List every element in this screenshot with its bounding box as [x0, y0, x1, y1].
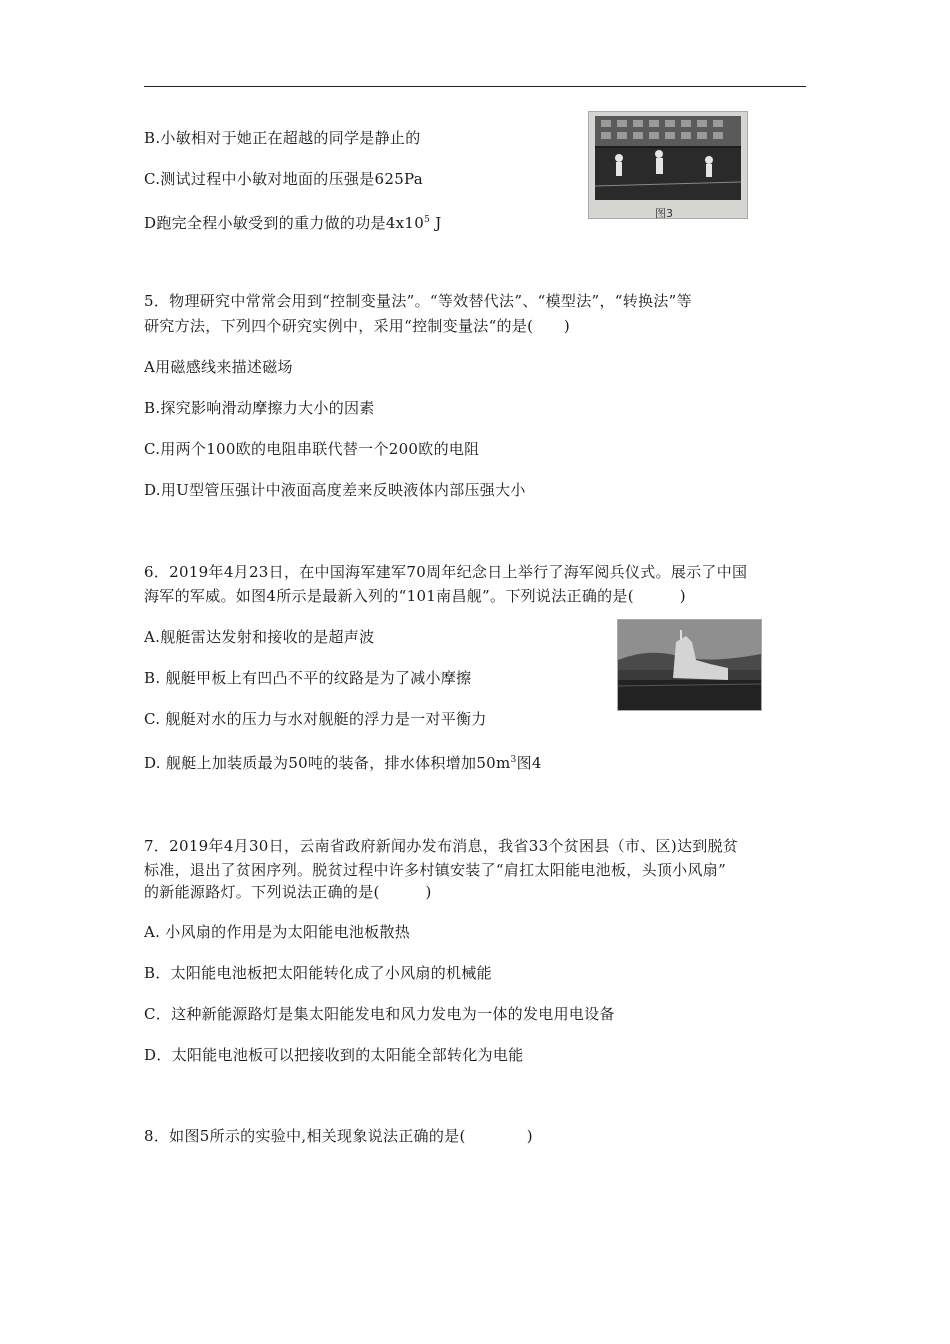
q8-stem-line-1: 8．如图5所示的实验中,相关现象说法正确的是( ) [144, 1127, 533, 1145]
q7-option-b: B．太阳能电池板把太阳能转化成了小风扇的机械能 [144, 964, 492, 982]
q7-stem-line-1: 7．2019年4月30日，云南省政府新闻办发布消息，我省33个贫困县（市、区)达到脱贫 [144, 837, 739, 855]
q7-option-c: C．这种新能源路灯是集太阳能发电和风力发电为一体的发电用电设备 [144, 1005, 615, 1023]
q7-stem-line-2: 标准，退出了贫困序列。脱贫过程中许多村镇安装了“肩扛太阳能电池板，头顶小风扇” [144, 861, 727, 879]
q6-option-b: B. 舰艇甲板上有凹凸不平的纹路是为了减小摩擦 [144, 669, 472, 687]
q7-stem-line-3: 的新能源路灯。下列说法正确的是( ) [144, 883, 432, 901]
q5-option-c: C.用两个100欧的电阻串联代替一个200欧的电阻 [144, 440, 480, 458]
figure-3-caption: 图3 [655, 207, 673, 220]
q4-option-b: B.小敏相对于她正在超越的同学是静止的 [144, 129, 421, 147]
q7-option-d: D．太阳能电池板可以把接收到的太阳能全部转化为电能 [144, 1046, 524, 1064]
figure-3-image [588, 111, 748, 219]
q5-option-a: A用磁感线来描述磁场 [144, 358, 293, 376]
q6-option-d: D. 舰艇上加装质最为50吨的装备，排水体积增加$50m^3$图4 [144, 754, 542, 772]
q6-stem-line-2: 海军的军威。如图4所示是最新入列的“101南昌舰”。下列说法正确的是( ) [144, 587, 686, 605]
q6-option-a: A.舰艇雷达发射和接收的是超声波 [144, 628, 375, 646]
q5-option-d: D.用U型管压强计中液面高度差来反映液体内部压强大小 [144, 481, 526, 499]
q5-stem-line-2: 研究方法，下列四个研究实例中，采用“控制变量法“的是( ) [144, 317, 571, 335]
figure-4-image [617, 619, 762, 711]
q6-stem-line-1: 6．2019年4月23日，在中国海军建军70周年纪念日上举行了海军阅兵仪式。展示了中国 [144, 563, 748, 581]
q4-option-c: C.测试过程中小敏对地面的压强是625Pa [144, 170, 424, 188]
q6-option-c: C. 舰艇对水的压力与水对舰艇的浮力是一对平衡力 [144, 710, 487, 728]
header-rule [144, 86, 806, 87]
q5-option-b: B.探究影响滑动摩擦力大小的因素 [144, 399, 375, 417]
q4-option-d: D跑完全程小敏受到的重力做的功是$4x10^5$ J [144, 214, 442, 232]
q5-stem-line-1: 5．物理研究中常常会用到“控制变量法”。“等效替代法”、“模型法”，“转换法”等 [144, 292, 692, 310]
q7-option-a: A. 小风扇的作用是为太阳能电池板散热 [144, 923, 411, 941]
